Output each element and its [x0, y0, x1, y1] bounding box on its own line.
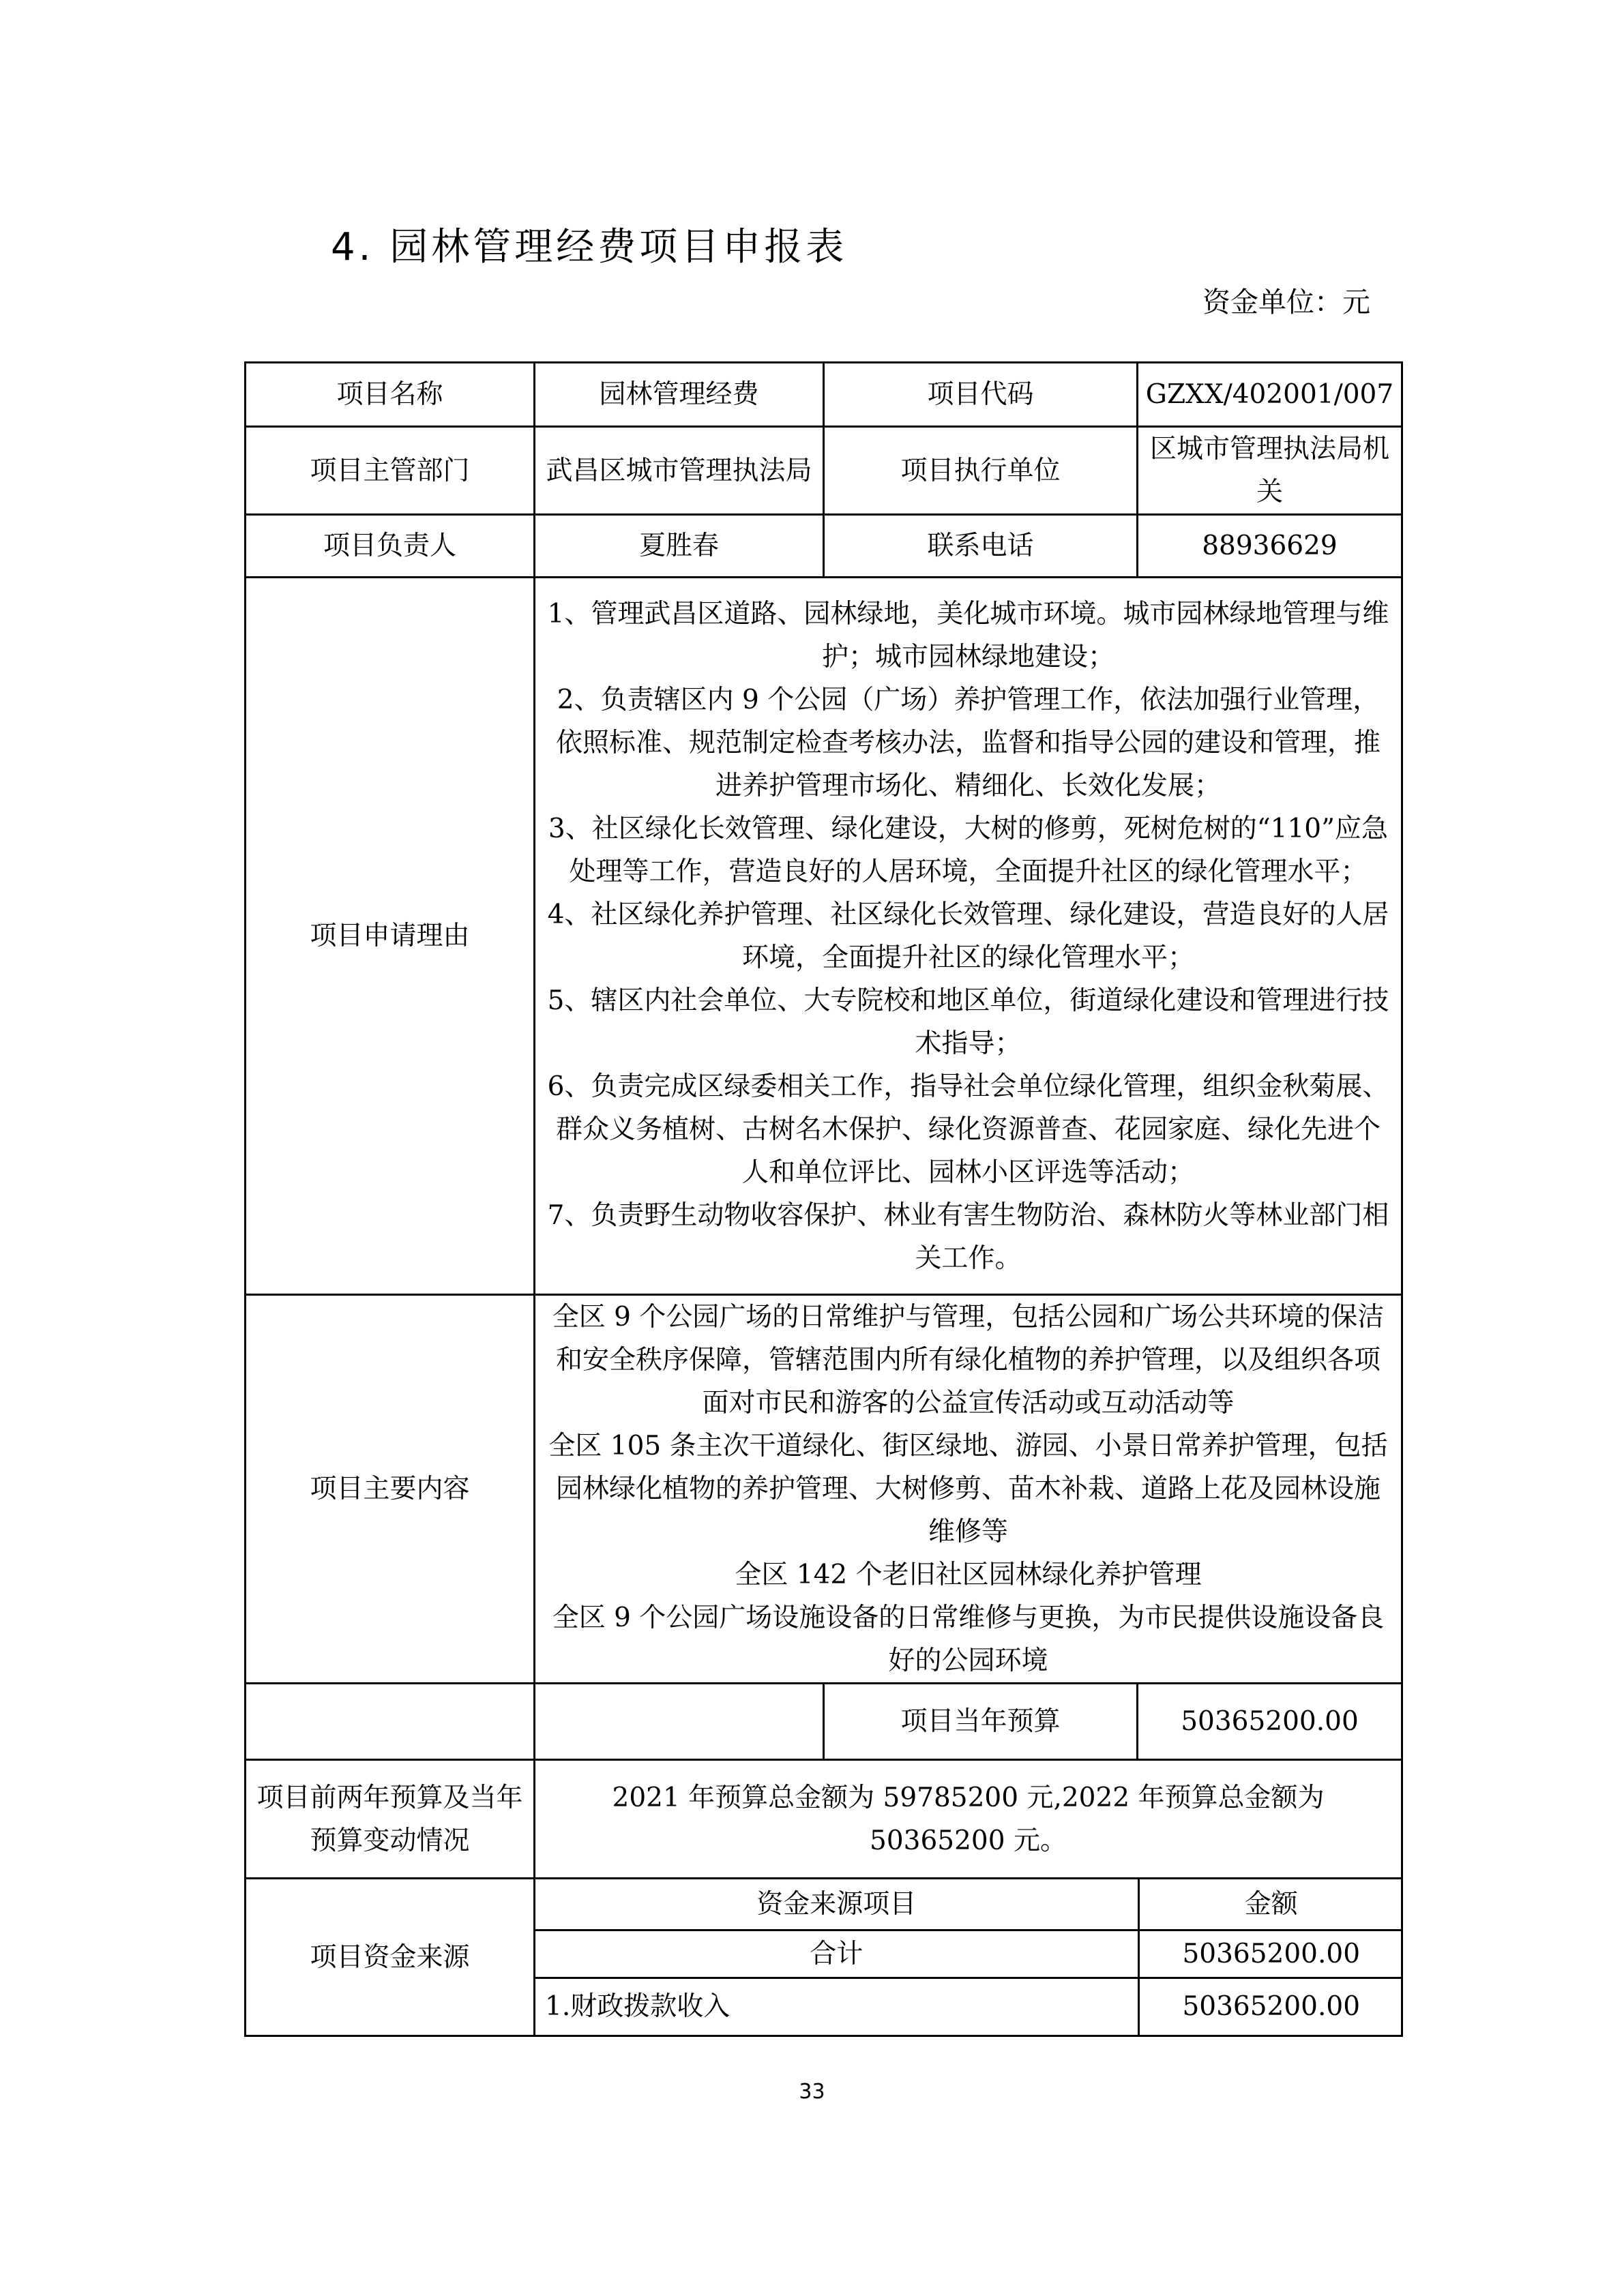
- budget-label: 项目当年预算: [824, 1684, 1138, 1760]
- page-number: 33: [799, 2080, 825, 2104]
- reason-content: [535, 578, 1402, 1295]
- table-row: [535, 1930, 1403, 1978]
- project-name-value: 园林管理经费: [535, 363, 824, 427]
- phone-label: 联系电话: [824, 515, 1138, 578]
- table-row: [246, 1684, 1402, 1760]
- page-title: 4. 园林管理经费项目申报表: [331, 225, 848, 269]
- reason-item: 4、社区绿化养护管理、社区绿化长效管理、绿化建设，营造良好的人居环境，全面提升社区的绿化管理水平；: [547, 899, 1389, 973]
- currency-unit: 资金单位：元: [1202, 286, 1370, 318]
- source-item-label: 1.财政拨款收入: [535, 1978, 1138, 2035]
- table-row: [246, 578, 1402, 1295]
- table-row: [535, 1879, 1403, 1930]
- funding-source-label: 项目资金来源: [246, 1879, 535, 2036]
- exec-unit-label: 项目执行单位: [824, 427, 1138, 515]
- budget-value: 50365200.00: [1138, 1684, 1402, 1760]
- table-row: [246, 427, 1402, 515]
- table-row: [246, 515, 1402, 578]
- exec-unit-value: 区城市管理执法局机关: [1138, 427, 1402, 515]
- empty-cell: [535, 1684, 824, 1760]
- source-item-value: 50365200.00: [1138, 1978, 1403, 2035]
- main-content: [535, 1295, 1402, 1684]
- funding-source-table-cell: [535, 1879, 1402, 2036]
- funding-source-table: [535, 1879, 1403, 2035]
- reason-item: 2、负责辖区内 9 个公园（广场）养护管理工作，依法加强行业管理，依照标准、规范制定检查考核办法，监督和指导公园的建设和管理，推进养护管理市场化、精细化、长效化发展；: [555, 684, 1381, 801]
- content-item: 全区 9 个公园广场设施设备的日常维修与更换，为市民提供设施设备良好的公园环境: [552, 1602, 1385, 1676]
- content-label: 项目主要内容: [246, 1295, 535, 1684]
- leader-label: 项目负责人: [246, 515, 535, 578]
- project-code-value: GZXX/402001/007: [1138, 363, 1402, 427]
- reason-item: 7、负责野生动物收容保护、林业有害生物防治、森林防火等林业部门相关工作。: [547, 1199, 1389, 1274]
- reason-item: 5、辖区内社会单位、大专院校和地区单位，街道绿化建设和管理进行技术指导；: [547, 985, 1389, 1059]
- phone-value: 88936629: [1138, 515, 1402, 578]
- table-row: [246, 1879, 1402, 2036]
- empty-cell: [246, 1684, 535, 1760]
- project-code-label: 项目代码: [824, 363, 1138, 427]
- table-row: [246, 1295, 1402, 1684]
- application-form-table: [244, 361, 1403, 2037]
- reason-item: 1、管理武昌区道路、园林绿地，美化城市环境。城市园林绿地管理与维护；城市园林绿地建设；: [547, 598, 1389, 672]
- content-item: 全区 9 个公园广场的日常维护与管理，包括公园和广场公共环境的保洁和安全秩序保障，管辖范围内所有绿化植物的养护管理，以及组织各项面对市民和游客的公益宣传活动或互动活动等: [552, 1302, 1385, 1418]
- dept-value: 武昌区城市管理执法局: [535, 427, 824, 515]
- source-total-value: 50365200.00: [1138, 1930, 1403, 1978]
- content-item: 全区 105 条主次干道绿化、街区绿地、游园、小景日常养护管理，包括园林绿化植物的养护管理、大树修剪、苗木补栽、道路上花及园林设施维修等: [548, 1431, 1388, 1547]
- table-row: [246, 1760, 1402, 1879]
- source-header-amount: 金额: [1138, 1879, 1403, 1930]
- table-row: [535, 1978, 1403, 2035]
- content-item: 全区 142 个老旧社区园林绿化养护管理: [735, 1560, 1202, 1590]
- reason-item: 6、负责完成区绿委相关工作，指导社会单位绿化管理，组织金秋菊展、群众义务植树、古树名木保护、绿化资源普查、花园家庭、绿化先进个人和单位评比、园林小区评选等活动；: [547, 1071, 1389, 1188]
- source-header-item: 资金来源项目: [535, 1879, 1138, 1930]
- budget-change-value: 2021 年预算总金额为 59785200 元,2022 年预算总金额为 50365200 元。: [535, 1760, 1402, 1879]
- project-name-label: 项目名称: [246, 363, 535, 427]
- budget-change-label: 项目前两年预算及当年预算变动情况: [246, 1760, 535, 1879]
- dept-label: 项目主管部门: [246, 427, 535, 515]
- reason-item: 3、社区绿化长效管理、绿化建设，大树的修剪，死树危树的“110”应急处理等工作，营造良好的人居环境，全面提升社区的绿化管理水平；: [548, 813, 1389, 887]
- source-total-label: 合计: [535, 1930, 1138, 1978]
- table-row: [246, 363, 1402, 427]
- leader-value: 夏胜春: [535, 515, 824, 578]
- reason-label: 项目申请理由: [246, 578, 535, 1295]
